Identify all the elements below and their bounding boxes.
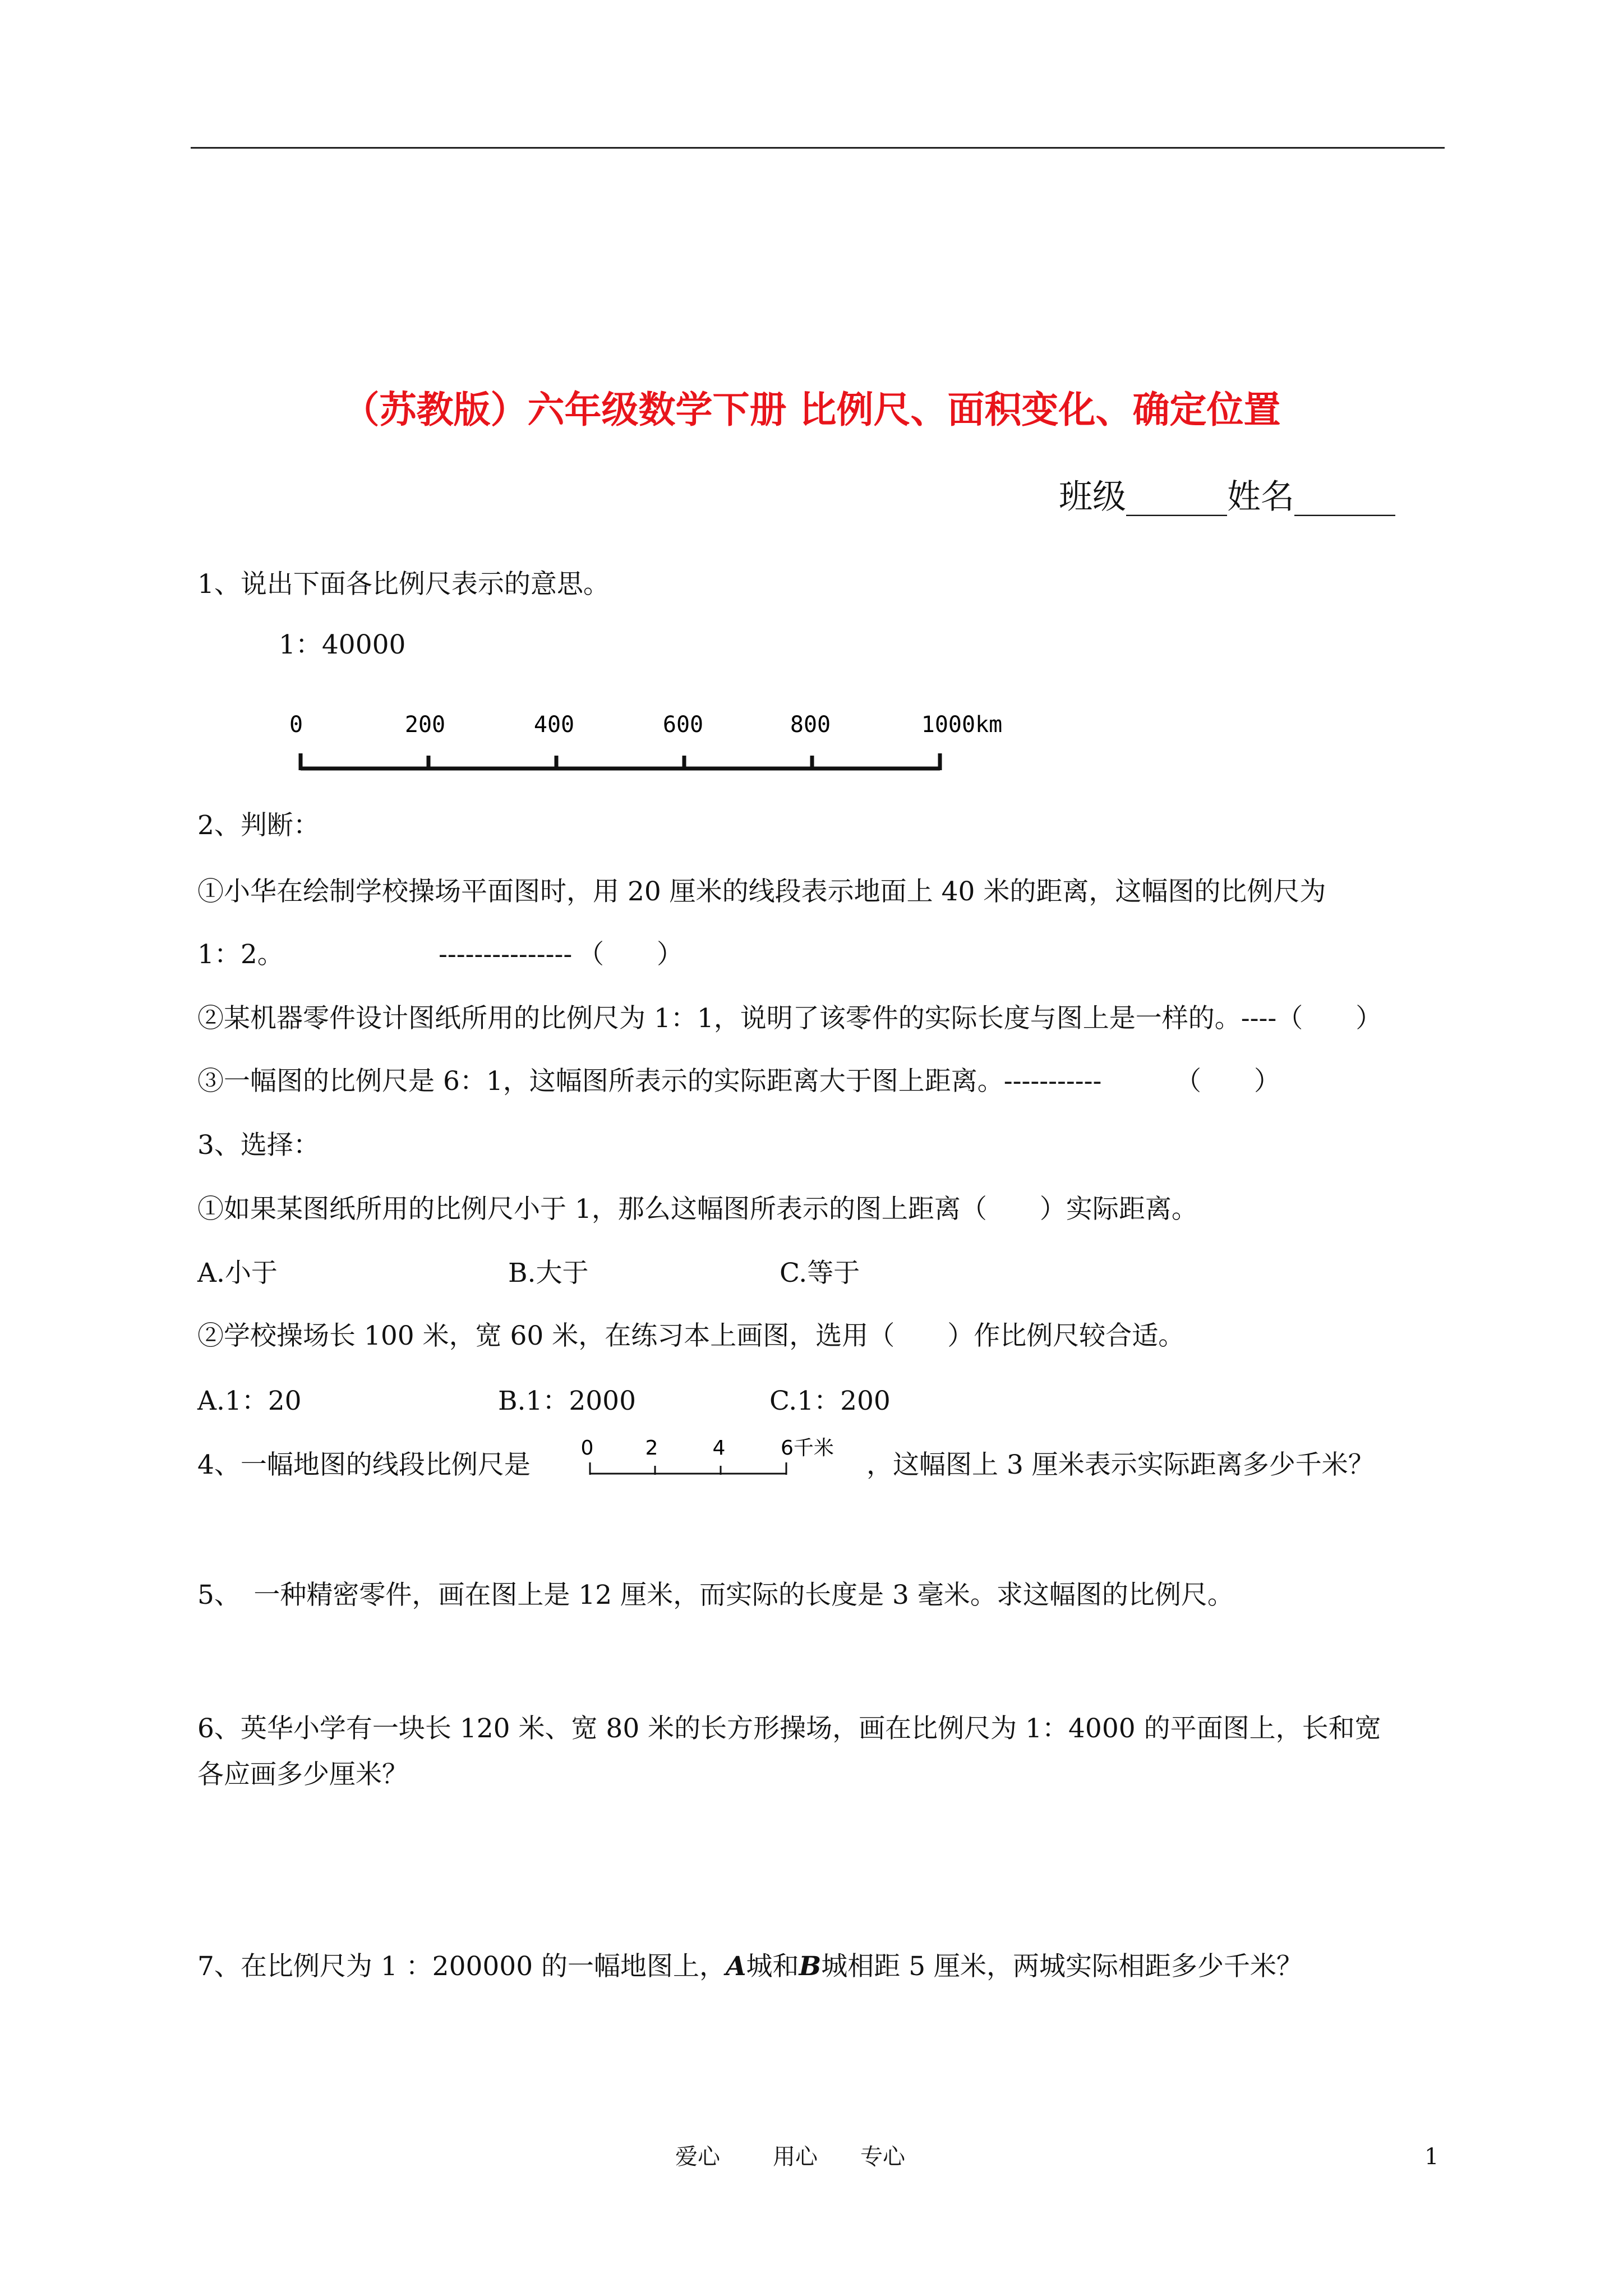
- q1-scale-label-0: 0: [289, 712, 303, 738]
- q6-line1: 6、英华小学有一块长 120 米、宽 80 米的长方形操场，画在比例尺为 1：4000 的平面图上，长和宽: [197, 1713, 1381, 1744]
- q7-city-a: A: [726, 1951, 746, 1982]
- q3-prompt: 3、选择：: [197, 1130, 320, 1161]
- q3-item1-option-c[interactable]: C.等于: [780, 1258, 860, 1289]
- q7-part1: 7、在比例尺为 1 ：200000 的一幅地图上，: [197, 1951, 726, 1982]
- q2-prompt: 2、判断：: [197, 810, 320, 841]
- q1-scale-label-600: 600: [662, 712, 704, 738]
- q3-item1-option-a[interactable]: A.小于: [197, 1258, 278, 1289]
- class-name-line: [1059, 477, 1395, 517]
- q4-scale-bar: [590, 1462, 786, 1475]
- footer-motto-2: 用心: [773, 2144, 818, 2170]
- q7-city-b: B: [799, 1951, 822, 1982]
- q7-part3: 城相距 5 厘米，两城实际相距多少千米？: [821, 1951, 1303, 1982]
- q2-item1-line2: 1：2。: [197, 939, 284, 970]
- q2-item1-line1: ①小华在绘制学校操场平面图时，用 20 厘米的线段表示地面上 40 米的距离，这幅图的比例尺为: [197, 876, 1326, 907]
- q3-item2: ②学校操场长 100 米，宽 60 米，在练习本上画图，选用（ ）作比例尺较合适。: [197, 1320, 1185, 1351]
- q7-part2: 城和: [746, 1951, 799, 1982]
- name-label: 姓名: [1227, 477, 1294, 517]
- class-blank[interactable]: ______: [1126, 477, 1227, 517]
- q1-scale-bar: [301, 753, 940, 770]
- q4-scale-label-4: 4: [712, 1437, 726, 1460]
- class-label: 班级: [1059, 477, 1126, 517]
- q3-item2-option-a[interactable]: A.1：20: [197, 1386, 302, 1416]
- q4-scale-label-0: 0: [580, 1437, 594, 1460]
- q2-item3: ③一幅图的比例尺是 6：1，这幅图所表示的实际距离大于图上距离。-----------: [197, 1066, 1102, 1097]
- q1-ratio: 1：40000: [279, 629, 406, 660]
- name-blank[interactable]: ______: [1294, 477, 1395, 517]
- q1-scale-label-400: 400: [533, 712, 575, 738]
- footer-motto-3: 专心: [860, 2144, 905, 2170]
- q3-item1: ①如果某图纸所用的比例尺小于 1，那么这幅图所表示的图上距离（ ）实际距离。: [197, 1194, 1198, 1225]
- q2-item1-dashes: ---------------: [439, 939, 573, 970]
- q4-prefix: 4、一幅地图的线段比例尺是: [197, 1450, 531, 1480]
- q1-scale-label-800: 800: [790, 712, 831, 738]
- q2-item3-answer[interactable]: （ ）: [1175, 1066, 1280, 1097]
- q6-line2: 各应画多少厘米？: [197, 1759, 408, 1790]
- q5-text: 5、 一种精密零件，画在图上是 12 厘米，而实际的长度是 3 毫米。求这幅图的比例尺。: [197, 1580, 1234, 1611]
- q4-scale-label-2: 2: [645, 1437, 658, 1460]
- q7-text: [197, 1950, 1303, 1984]
- q1-prompt: 1、说出下面各比例尺表示的意思。: [197, 569, 610, 600]
- q1-line-scale: [280, 710, 1026, 783]
- header-rule: [191, 147, 1445, 149]
- q3-item2-option-b[interactable]: B.1：2000: [498, 1386, 636, 1416]
- document-title: （苏教版）六年级数学下册 比例尺、面积变化、确定位置: [342, 388, 1281, 431]
- q3-item1-option-b[interactable]: B.大于: [508, 1258, 589, 1289]
- q4-scale-label-6km: 6千米: [781, 1437, 834, 1460]
- q4-suffix: ，这幅图上 3 厘米表示实际距离多少千米？: [866, 1450, 1375, 1480]
- q3-item2-option-c[interactable]: C.1：200: [769, 1386, 891, 1416]
- q2-item2: ②某机器零件设计图纸所用的比例尺为 1：1，说明了该零件的实际长度与图上是一样的。----（ ）: [197, 1003, 1382, 1034]
- q2-item1-answer[interactable]: （ ）: [578, 939, 683, 970]
- page-number: 1: [1424, 2144, 1439, 2170]
- q1-scale-label-200: 200: [404, 712, 446, 738]
- q4-line-scale: [578, 1433, 858, 1495]
- footer-motto-1: 爱心: [675, 2144, 720, 2170]
- q1-scale-label-1000km: 1000km: [921, 712, 1003, 738]
